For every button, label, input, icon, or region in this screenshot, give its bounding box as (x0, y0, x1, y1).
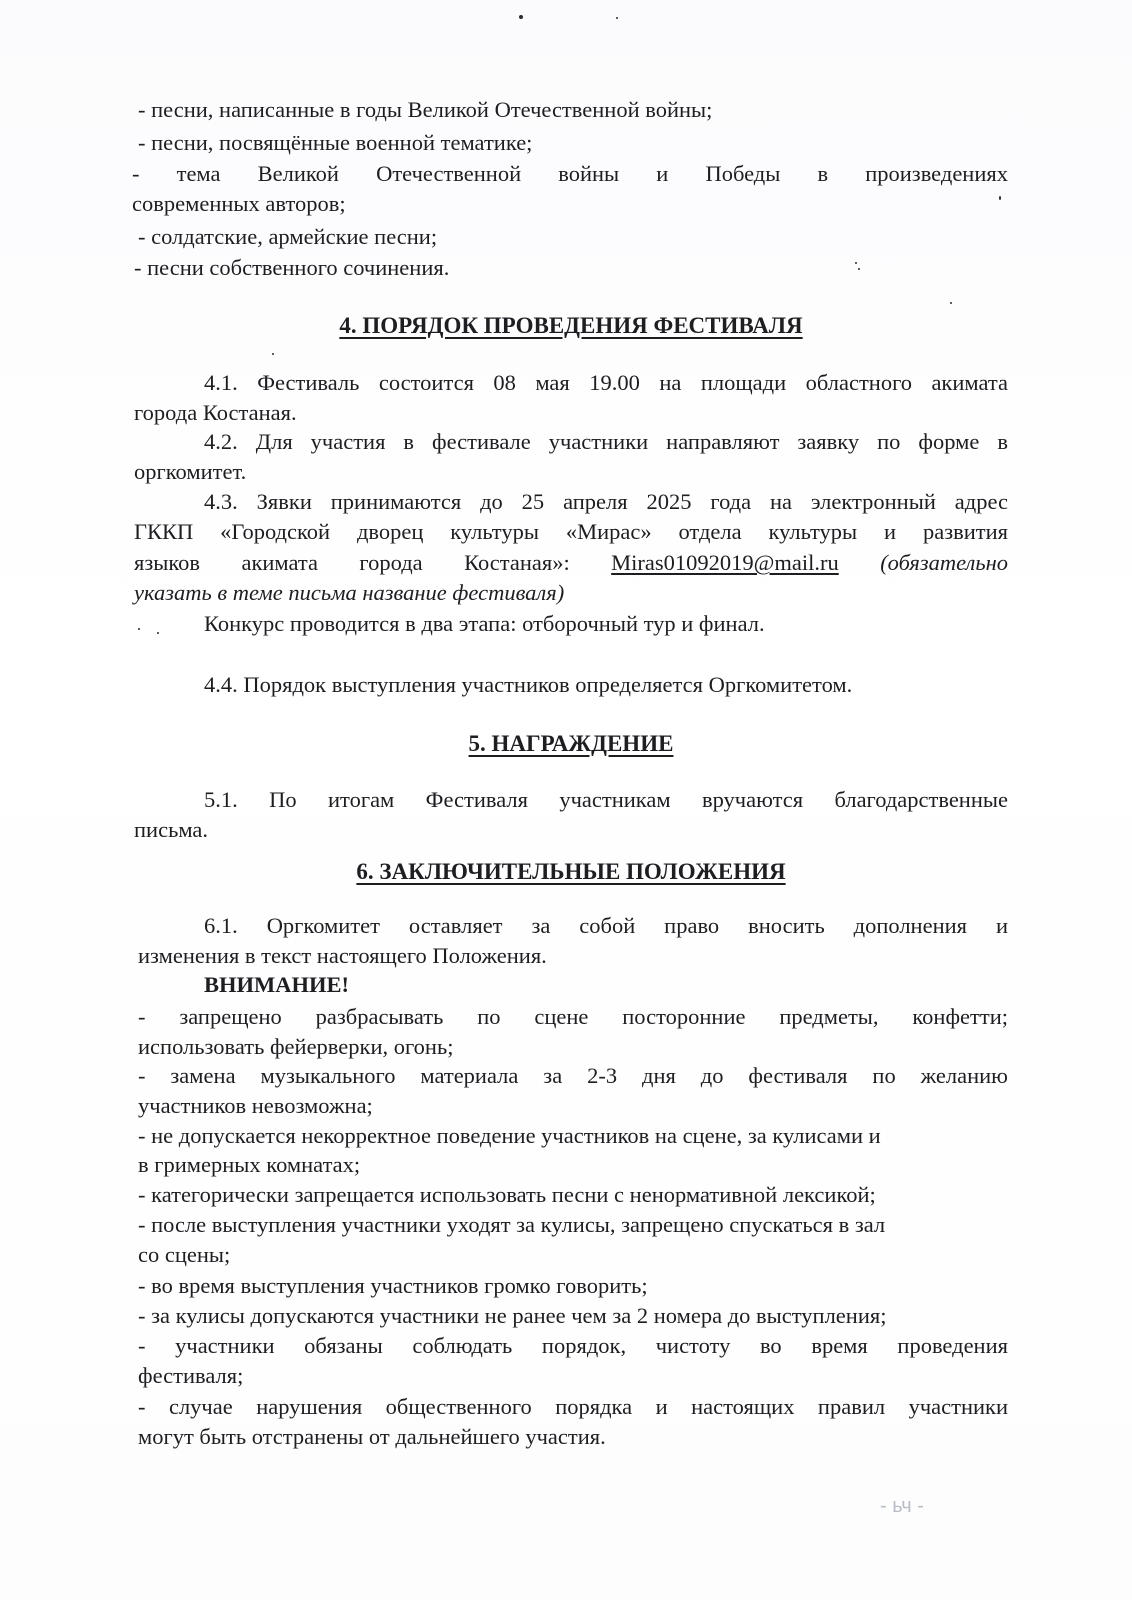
note-text: указать в теме письма название фестиваля) (134, 580, 565, 605)
scan-faint-mark: - ьч - (880, 1495, 924, 1517)
email-link[interactable]: Miras01092019@mail.ru (611, 550, 839, 575)
scan-speck (272, 353, 274, 355)
rule-item-cont: в гримерных комнатах; (138, 1152, 361, 1177)
rule-item-cont: могут быть отстранены от дальнейшего участия. (138, 1424, 606, 1449)
paragraph-line: 5.1. По итогам Фестиваля участникам вручаются благодарственные (204, 787, 1008, 812)
paragraph-line: 4.2. Для участия в фестивале участники направляют заявку по форме в (204, 429, 1008, 454)
rule-item: - случае нарушения общественного порядка и настоящих правил участники (138, 1394, 1008, 1419)
paragraph-line: города Костаная. (134, 400, 297, 425)
section-heading: 4. ПОРЯДОК ПРОВЕДЕНИЯ ФЕСТИВАЛЯ (339, 313, 803, 338)
paragraph-line: изменения в текст настоящего Положения. (138, 943, 547, 968)
genre-item: - песни собственного сочинения. (134, 255, 450, 280)
rule-item-cont: использовать фейерверки, огонь; (138, 1034, 454, 1059)
note-text: (обязательно (880, 550, 1009, 575)
paragraph-line: ГККП «Городской дворец культуры «Мирас» отдела культуры и развития (134, 519, 1008, 544)
genre-item: - солдатские, армейские песни; (138, 224, 438, 249)
rule-item: - не допускается некорректное поведение участников на сцене, за кулисами и (138, 1123, 881, 1148)
genre-item: - песни, написанные в годы Великой Отечественной войны; (138, 97, 713, 122)
genre-item: - песни, посвящённые военной тематике; (138, 130, 533, 155)
rule-item: - за кулисы допускаются участники не ранее чем за 2 номера до выступления; (138, 1303, 887, 1328)
rule-item-cont: участников невозможна; (138, 1093, 373, 1118)
attention-label: ВНИМАНИЕ! (204, 972, 349, 997)
rule-item: - во время выступления участников громко говорить; (138, 1273, 648, 1298)
section-heading: 6. ЗАКЛЮЧИТЕЛЬНЫЕ ПОЛОЖЕНИЯ (356, 859, 786, 884)
paragraph-line: 6.1. Оргкомитет оставляет за собой право вносить дополнения и (204, 913, 1008, 938)
paragraph-line: 4.4. Порядок выступления участников определяется Оргкомитетом. (204, 672, 853, 697)
paragraph-line: письма. (134, 817, 209, 842)
rule-item: - категорически запрещается использовать песни с ненормативной лексикой; (138, 1182, 876, 1207)
paragraph-line-email (134, 548, 1008, 578)
genre-item-cont: современных авторов; (132, 191, 346, 216)
paragraph-line: 4.3. Зявки принимаются до 25 апреля 2025 года на электронный адрес (204, 489, 1008, 514)
rule-item-cont: со сцены; (138, 1242, 231, 1267)
rule-item: - участники обязаны соблюдать порядок, чистоту во время проведения (138, 1333, 1008, 1358)
rule-item-cont: фестиваля; (138, 1363, 244, 1388)
paragraph-line: Конкурс проводится в два этапа: отборочный тур и финал. (204, 611, 765, 636)
scan-speck (950, 302, 952, 304)
rule-item: - после выступления участники уходят за кулисы, запрещено спускаться в зал (138, 1212, 886, 1237)
section-heading: 5. НАГРАЖДЕНИЕ (468, 731, 674, 756)
paragraph-text: языков акимата города Костаная»: (134, 550, 570, 575)
rule-item: - запрещено разбрасывать по сцене посторонние предметы, конфетти; (138, 1004, 1008, 1029)
scan-speck (616, 17, 618, 19)
scan-speck (519, 15, 523, 19)
rule-item: - замена музыкального материала за 2-3 дня до фестиваля по желанию (138, 1063, 1008, 1088)
paragraph-line: оргкомитет. (134, 459, 247, 484)
genre-item: - тема Великой Отечественной войны и Победы в произведениях (132, 161, 1008, 186)
paragraph-line: 4.1. Фестиваль состоится 08 мая 19.00 на площади областного акимата (204, 370, 1008, 395)
